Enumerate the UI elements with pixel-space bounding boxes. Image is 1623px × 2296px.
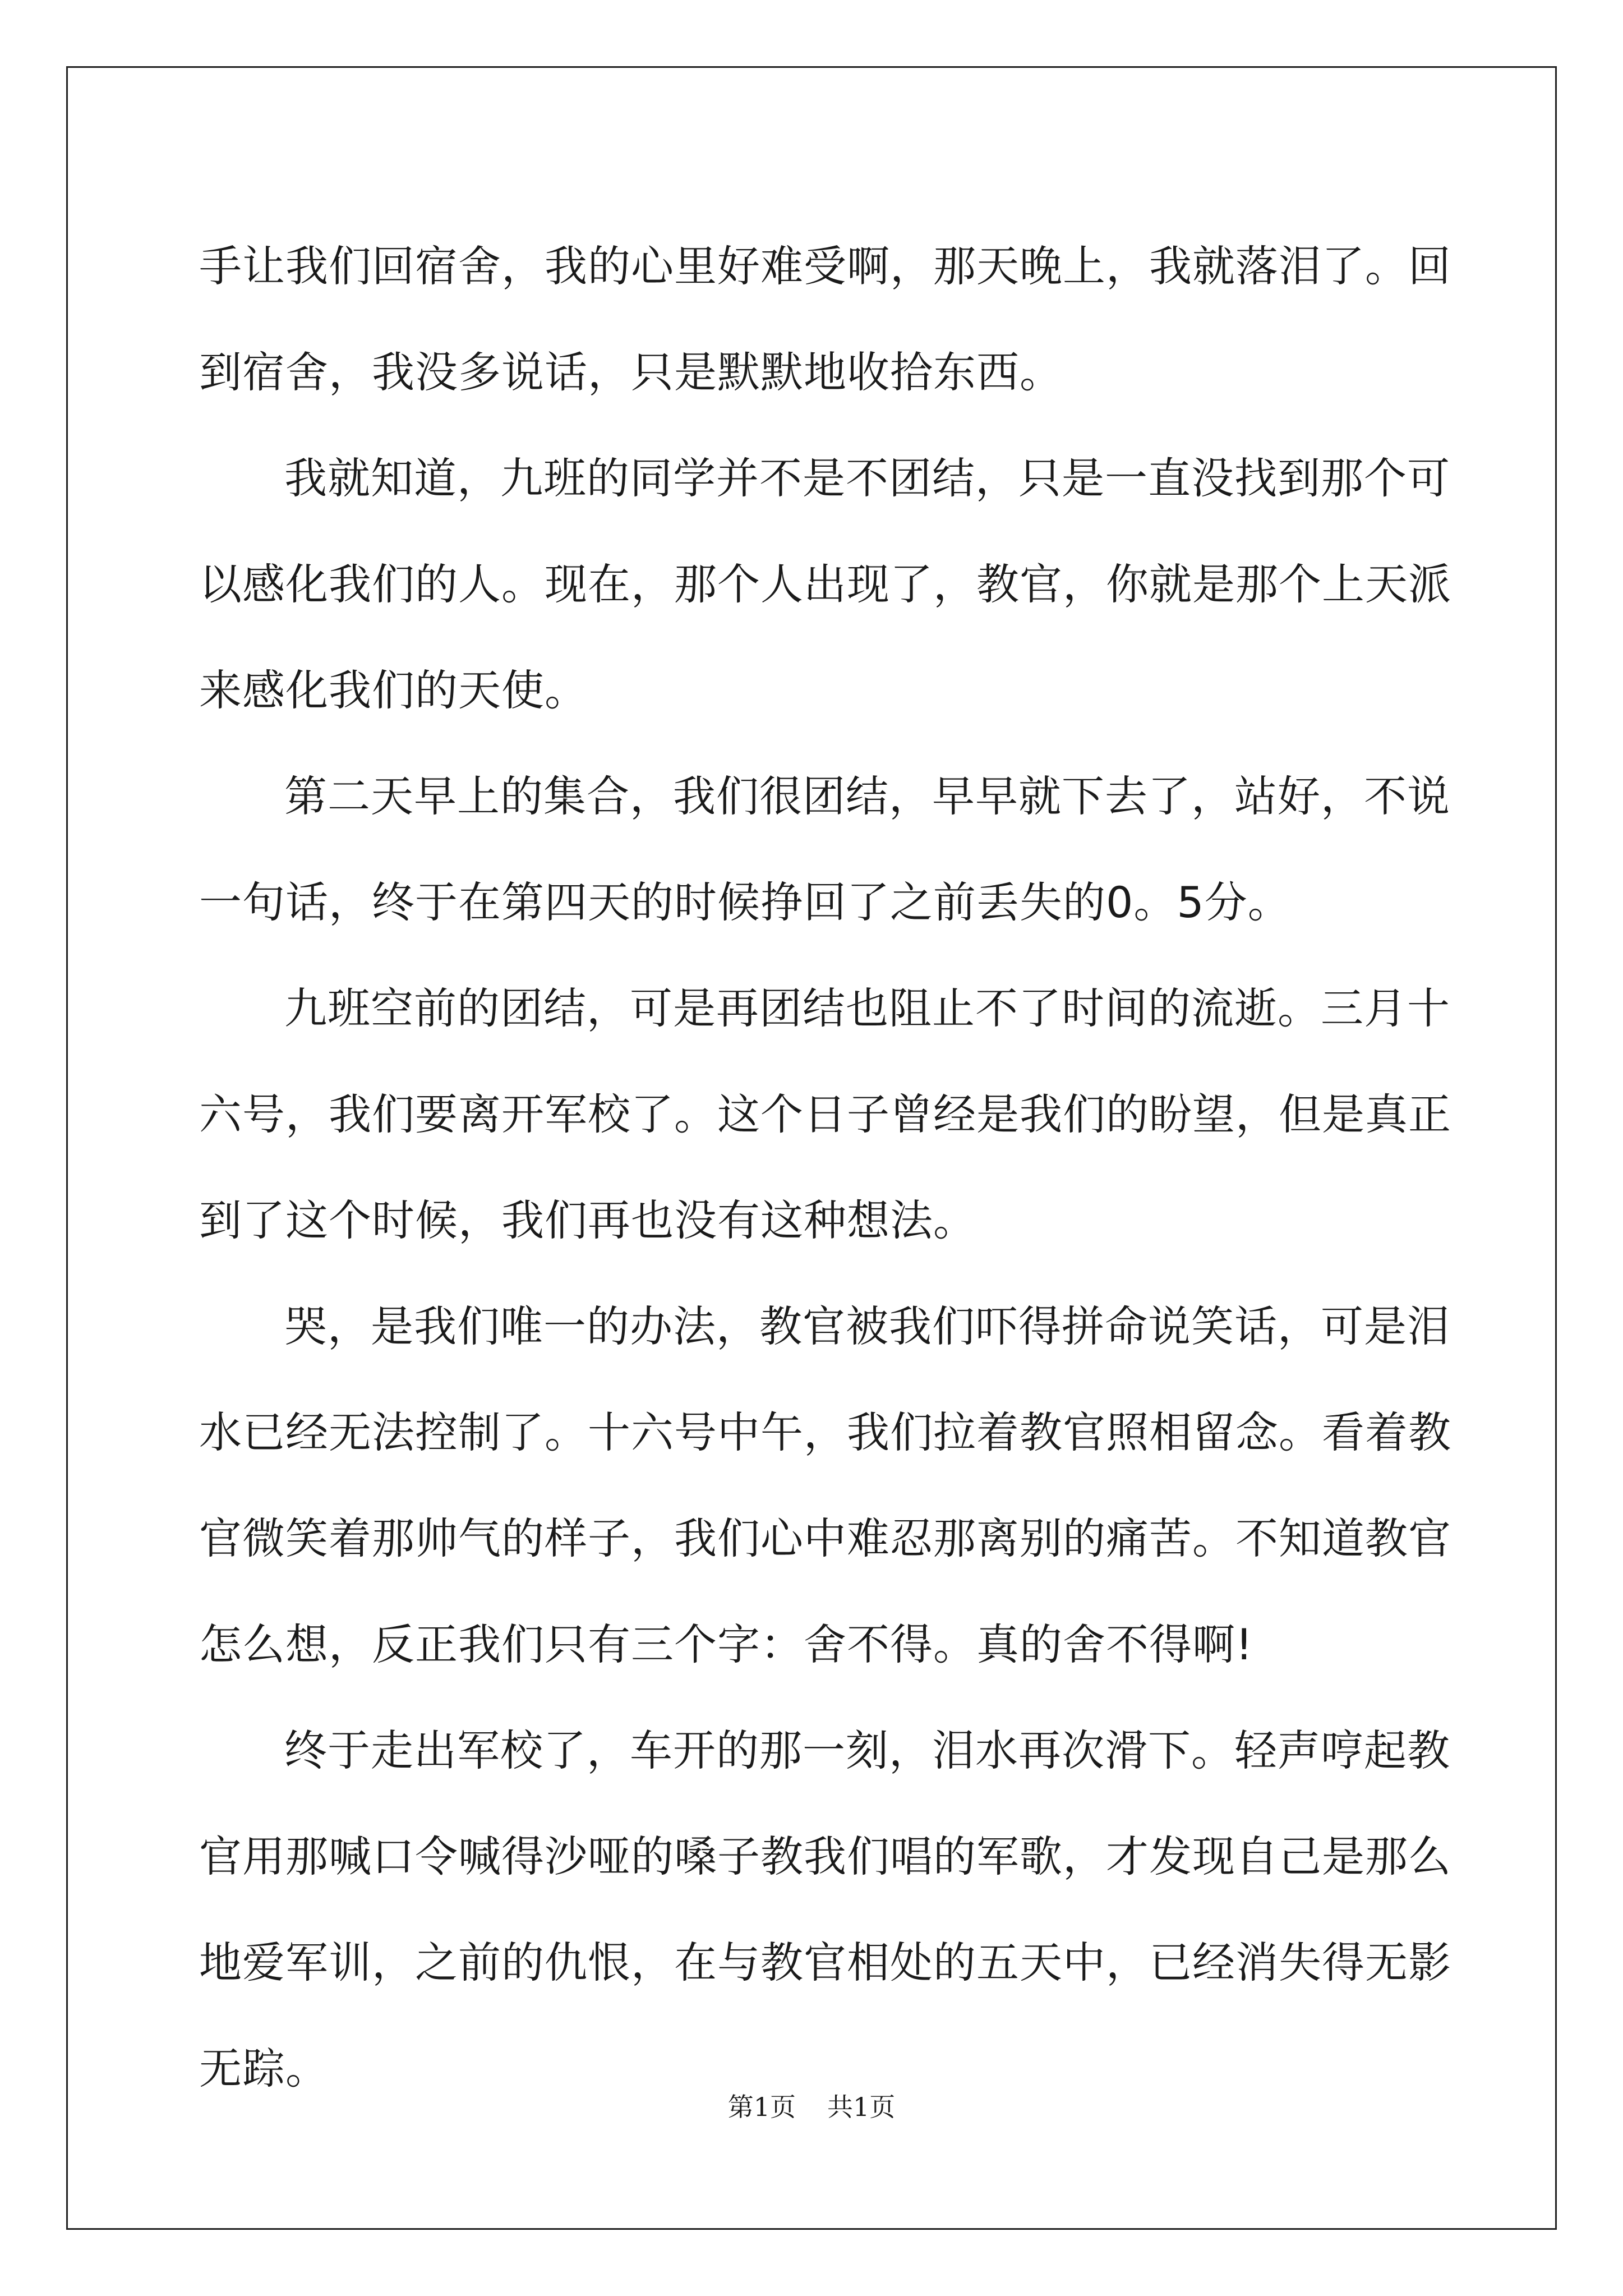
paragraph-5: 哭，是我们唯一的办法，教官被我们吓得拼命说笑话，可是泪水已经无法控制了。十六号中午，我们拉着教官照相留念。看着教官微笑着那帅气的样子，我们心中难忍那离别的痛苦。不知道教官怎么想，反正我们只有三个字：舍不得。真的舍不得啊!: [199, 1301, 1451, 1669]
paragraph-3: 第二天早上的集合，我们很团结，早早就下去了，站好，不说一句话，终于在第四天的时候挣回了之前丢失的0。5分。: [199, 771, 1450, 927]
paragraph-6: 终于走出军校了，车开的那一刻，泪水再次滑下。轻声哼起教官用那喊口令喊得沙哑的嗓子教我们唱的军歌，才发现自己是那么地爱军训，之前的仇恨，在与教官相处的五天中，已经消失得无影无踪。: [199, 1726, 1451, 2093]
paragraph-1: 手让我们回宿舍，我的心里好难受啊，那天晚上，我就落泪了。回到宿舍，我没多说话，只是默默地收拾东西。: [199, 241, 1451, 397]
page-total: 共1页: [827, 2092, 896, 2122]
page-number: 第1页: [727, 2092, 796, 2122]
paragraph-2: 我就知道，九班的同学并不是不团结，只是一直没找到那个可以感化我们的人。现在，那个人出现了，教官，你就是那个上天派来感化我们的天使。: [199, 453, 1451, 715]
paragraph-4: 九班空前的团结，可是再团结也阻止不了时间的流逝。三月十六号，我们要离开军校了。这个日子曾经是我们的盼望，但是真正到了这个时候，我们再也没有这种想法。: [199, 983, 1451, 1245]
document-body: [199, 213, 1461, 2122]
page-footer: [0, 2087, 1623, 2124]
